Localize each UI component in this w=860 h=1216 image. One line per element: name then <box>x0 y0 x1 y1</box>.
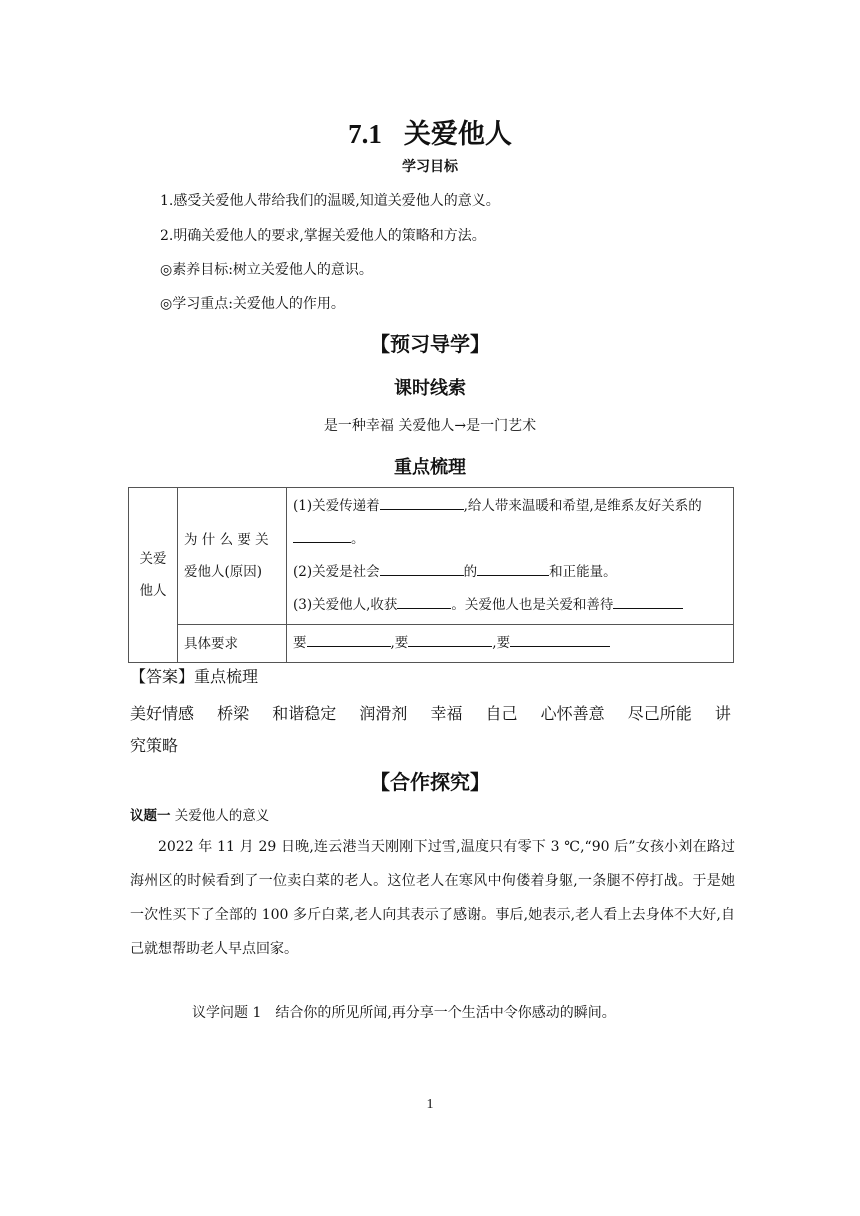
reason-line-1 <box>293 490 727 523</box>
reason-line-2 <box>293 556 727 589</box>
answer-item: 幸福 <box>430 704 463 723</box>
story-paragraph: 2022 年 11 月 29 日晚,连云港当天刚刚下过雪,温度只有零下 3 ℃,“90 后”女孩小刘在路过海州区的时候看到了一位卖白菜的老人。这位老人在寒风中佝偻着身躯,一条腿不停打战。于是她一次性买下了全部的 100 多斤白菜,老人向其表示了感谢。事后,她表示,老人看上去身体不大好,自己就想帮助老人早点回家。 <box>130 839 735 957</box>
text: ,要 <box>390 635 409 651</box>
section-heading-explore: 【合作探究】 <box>370 770 490 794</box>
text: 。 <box>351 531 365 547</box>
title-text: 关爱他人 <box>403 119 512 150</box>
answer-item: 自己 <box>485 704 518 723</box>
clue-heading: 课时线索 <box>394 378 466 399</box>
objective-item: ◎素养目标:树立关爱他人的意识。 <box>160 262 373 278</box>
section-number: 7.1 <box>348 119 382 149</box>
fill-blank[interactable] <box>307 632 391 647</box>
page-number: 1 <box>426 1097 434 1112</box>
text: 和正能量。 <box>549 564 617 580</box>
answer-item: 和谐稳定 <box>272 704 337 723</box>
answer-item: 润滑剂 <box>359 704 408 723</box>
text: 的 <box>463 564 478 580</box>
requirements-cell <box>287 625 734 663</box>
fill-blank[interactable] <box>408 632 492 647</box>
why-label-line: 为 什 么 要 关 <box>184 532 269 548</box>
text: (1)关爱传递着 <box>293 498 380 514</box>
key-points-table <box>128 487 734 663</box>
answer-item: 美好情感 <box>130 704 195 723</box>
why-label-cell <box>178 488 287 625</box>
answer-item: 桥梁 <box>217 704 250 723</box>
fill-blank[interactable] <box>397 594 451 609</box>
key-points-heading: 重点梳理 <box>394 457 466 478</box>
reason-line-1-cont <box>293 523 727 556</box>
text: (2)关爱是社会 <box>293 564 380 580</box>
fill-blank[interactable] <box>380 561 464 576</box>
answer-list <box>130 698 735 762</box>
fill-blank[interactable] <box>380 495 464 510</box>
objective-item: ◎学习重点:关爱他人的作用。 <box>160 296 345 312</box>
requirements-label-cell: 具体要求 <box>178 625 287 663</box>
answer-item: 尽己所能 <box>627 704 692 723</box>
reason-line-3 <box>293 589 727 622</box>
clue-text: 是一种幸福 关爱他人→是一门艺术 <box>323 418 537 434</box>
text: ,给人带来温暖和希望,是维系友好关系的 <box>463 498 702 514</box>
text: 要 <box>293 635 307 651</box>
answer-title: 【答案】重点梳理 <box>130 667 259 686</box>
answer-item: 心怀善意 <box>540 704 605 723</box>
section-heading-preview: 【预习导学】 <box>370 332 490 356</box>
fill-blank[interactable] <box>477 561 549 576</box>
text: ,要 <box>492 635 511 651</box>
row-header-line: 关爱 <box>139 551 167 567</box>
row-header-cell <box>129 488 178 663</box>
row-header-line: 他人 <box>139 583 167 599</box>
fill-blank[interactable] <box>293 528 351 543</box>
objective-item: 1.感受关爱他人带给我们的温暖,知道关爱他人的意义。 <box>160 193 500 209</box>
text: (3)关爱他人,收获 <box>293 597 398 613</box>
text: 。关爱他人也是关爱和善待 <box>451 597 614 613</box>
objectives-heading: 学习目标 <box>402 159 458 175</box>
discussion-question: 议学问题 1 结合你的所见所闻,再分享一个生活中令你感动的瞬间。 <box>192 1005 616 1021</box>
fill-blank[interactable] <box>510 632 610 647</box>
reasons-cell <box>287 488 734 625</box>
topic-label: 议题一 <box>130 808 171 824</box>
why-label-line: 爱他人(原因) <box>184 564 263 580</box>
topic-text: 关爱他人的意义 <box>174 808 270 824</box>
fill-blank[interactable] <box>613 594 683 609</box>
topic-line <box>130 804 269 824</box>
answer-item: 讲究策略 <box>130 704 731 755</box>
objective-item: 2.明确关爱他人的要求,掌握关爱他人的策略和方法。 <box>160 228 486 244</box>
page-title <box>0 112 860 151</box>
